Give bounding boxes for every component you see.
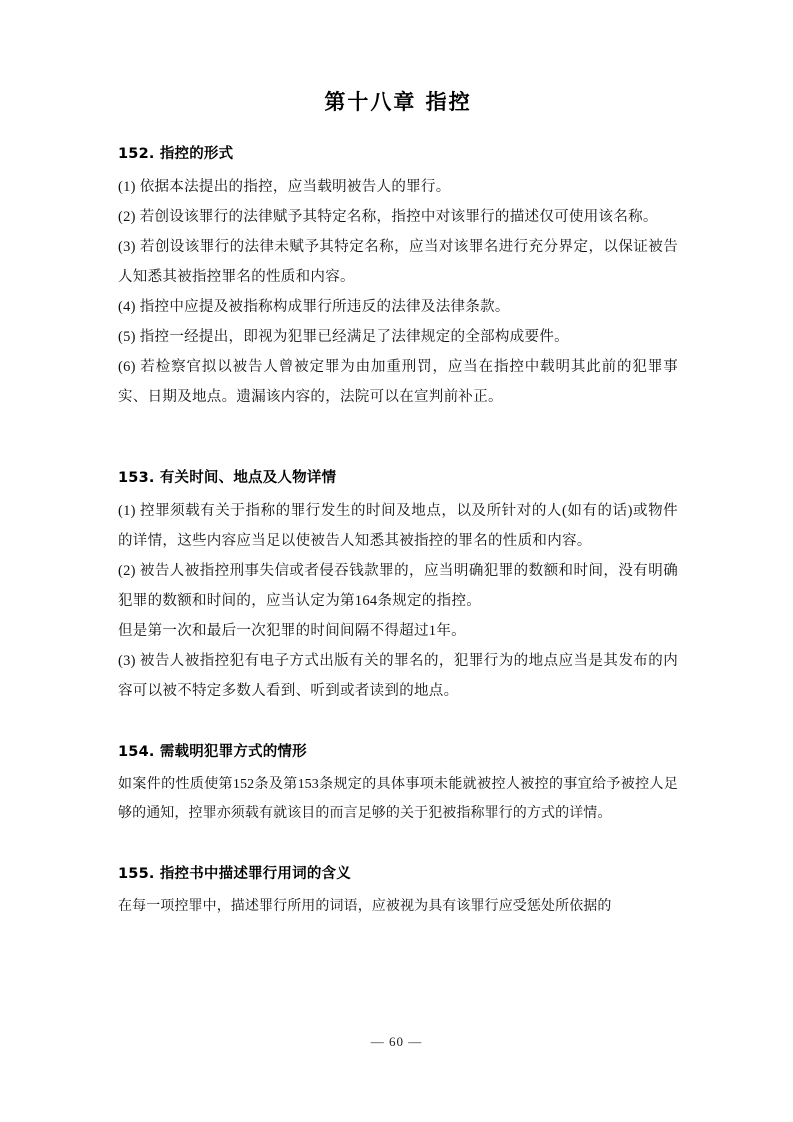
section-152-paragraph-4: (4) 指控中应提及被指称构成罪行所违反的法律及法律条款。 xyxy=(118,299,510,315)
section-153 xyxy=(118,466,678,706)
section-152-paragraph-3: (3) 若创设该罪行的法律未赋予其特定名称，应当对该罪名进行充分界定，以保证被告人知悉其被指控罪名的性质和内容。 xyxy=(118,239,678,285)
section-154 xyxy=(118,740,678,828)
page-number: — 60 — xyxy=(370,1034,423,1049)
section-153-paragraph-2: (2) 被告人被指控刑事失信或者侵吞钱款罪的，应当明确犯罪的数额和时间，没有明确犯罪的数额和时间的，应当认定为第164条规定的指控。 xyxy=(118,563,678,609)
section-153-paragraph-4: (3) 被告人被指控犯有电子方式出版有关的罪名的，犯罪行为的地点应当是其发布的内容可以被不特定多数人看到、听到或者读到的地点。 xyxy=(118,653,678,699)
section-154-heading: 154. 需载明犯罪方式的情形 xyxy=(118,744,307,760)
section-155-heading: 155. 指控书中描述罪行用词的含义 xyxy=(118,866,351,882)
section-152 xyxy=(118,142,678,412)
section-152-paragraph-5: (5) 指控一经提出，即视为犯罪已经满足了法律规定的全部构成要件。 xyxy=(118,329,569,345)
section-spacer xyxy=(118,412,678,432)
section-152-paragraph-1: (1) 依据本法提出的指控，应当载明被告人的罪行。 xyxy=(118,179,451,195)
section-155 xyxy=(118,862,678,921)
section-152-heading: 152. 指控的形式 xyxy=(118,146,234,162)
section-153-heading: 153. 有关时间、地点及人物详情 xyxy=(118,470,337,486)
document-content xyxy=(118,86,678,921)
section-154-paragraph-1: 如案件的性质使第152条及第153条规定的具体事项未能就被控人被控的事宜给予被控人足够的通知，控罪亦须载有就该目的而言足够的关于犯被指称罪行的方式的详情。 xyxy=(118,777,678,821)
section-155-paragraph-1: 在每一项控罪中，描述罪行所用的词语，应被视为具有该罪行应受惩处所依据的 xyxy=(118,899,612,914)
page-title: 第十八章 指控 xyxy=(324,90,472,114)
section-152-paragraph-2: (2) 若创设该罪行的法律赋予其特定名称，指控中对该罪行的描述仅可使用该名称。 xyxy=(118,209,658,225)
section-153-paragraph-3: 但是第一次和最后一次犯罪的时间间隔不得超过1年。 xyxy=(118,623,466,639)
section-153-paragraph-1: (1) 控罪须载有关于指称的罪行发生的时间及地点，以及所针对的人(如有的话)或物件的详情，这些内容应当足以使被告人知悉其被指控的罪名的性质和内容。 xyxy=(118,503,678,549)
section-152-paragraph-6: (6) 若检察官拟以被告人曾被定罪为由加重刑罚，应当在指控中载明其此前的犯罪事实、日期及地点。遗漏该内容的，法院可以在宣判前补正。 xyxy=(118,359,678,405)
